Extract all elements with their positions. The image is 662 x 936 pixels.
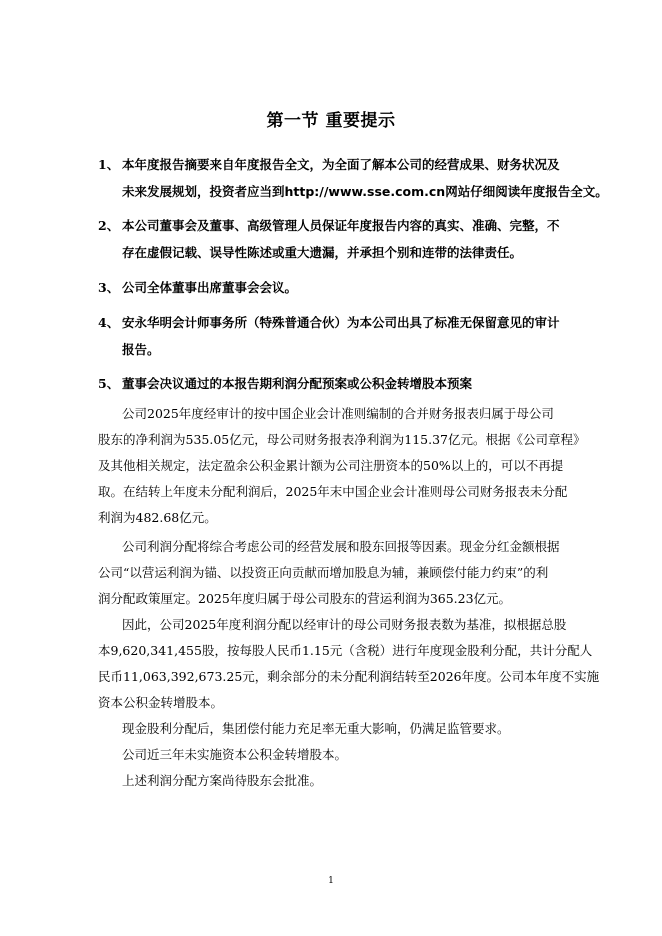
item-text-line: 本公司董事会及董事、高级管理人员保证年度报告内容的真实、准确、完整，不: [122, 218, 560, 233]
body-line: 民币11,063,392,673.25元，剩余部分的未分配利润结转至2026年度。公司本年度不实施: [98, 669, 600, 684]
body-line: 股东的净利润为535.05亿元，母公司财务报表净利润为115.37亿元。根据《公司章程》: [98, 432, 586, 447]
body-line: 取。在结转上年度未分配利润后，2025年末中国企业会计准则母公司财务报表未分配: [98, 484, 568, 499]
item-text-line: 本年度报告摘要来自年度报告全文，为全面了解本公司的经营成果、财务状况及: [122, 157, 560, 172]
body-line: 润分配政策厘定。2025年度归属于母公司股东的营运利润为365.23亿元。: [98, 591, 512, 606]
body-line: 及其他相关规定，法定盈余公积金累计额为公司注册资本的50%以上的，可以不再提: [98, 458, 564, 473]
page-number: 1: [328, 876, 334, 886]
item-text-line: 公司全体董事出席董事会会议。: [122, 280, 298, 295]
item-text-line: 安永华明会计师事务所（特殊普通合伙）为本公司出具了标准无保留意见的审计: [122, 315, 560, 330]
item-text-line: 董事会决议通过的本报告期利润分配预案或公积金转增股本预案: [122, 376, 473, 391]
item-text-line: 未来发展规划，投资者应当到http://www.sse.com.cn网站仔细阅读年度报告全文。: [122, 184, 608, 199]
item-number: 2、: [98, 218, 120, 233]
body-line: 公司利润分配将综合考虑公司的经营发展和股东回报等因素。现金分红金额根据: [122, 539, 560, 554]
body-line: 公司“以营运利润为锚、以投资正向贡献而增加股息为辅，兼顾偿付能力约束”的利: [98, 565, 549, 580]
body-line: 公司2025年度经审计的按中国企业会计准则编制的合并财务报表归属于母公司: [122, 406, 554, 421]
body-line: 公司近三年未实施资本公积金转增股本。: [122, 747, 348, 762]
item-number: 1、: [98, 157, 120, 172]
item-number: 5、: [98, 376, 120, 391]
item-number: 4、: [98, 315, 120, 330]
body-line: 因此，公司2025年度利润分配以经审计的母公司财务报表数为基准，拟根据总股: [122, 617, 567, 632]
body-line: 上述利润分配方案尚待股东会批准。: [122, 773, 323, 788]
item-text-line: 报告。: [122, 342, 160, 357]
section-title: 第一节 重要提示: [266, 111, 396, 131]
body-line: 资本公积金转增股本。: [98, 695, 224, 710]
body-line: 本9,620,341,455股，按每股人民币1.15元（含税）进行年度现金股利分配，共计分配人: [98, 643, 593, 658]
body-line: 利润为482.68亿元。: [98, 510, 217, 525]
item-number: 3、: [98, 280, 120, 295]
body-line: 现金股利分配后，集团偿付能力充足率无重大影响，仍满足监管要求。: [122, 721, 510, 736]
item-text-line: 存在虚假记载、误导性陈述或重大遗漏，并承担个别和连带的法律责任。: [122, 245, 523, 260]
